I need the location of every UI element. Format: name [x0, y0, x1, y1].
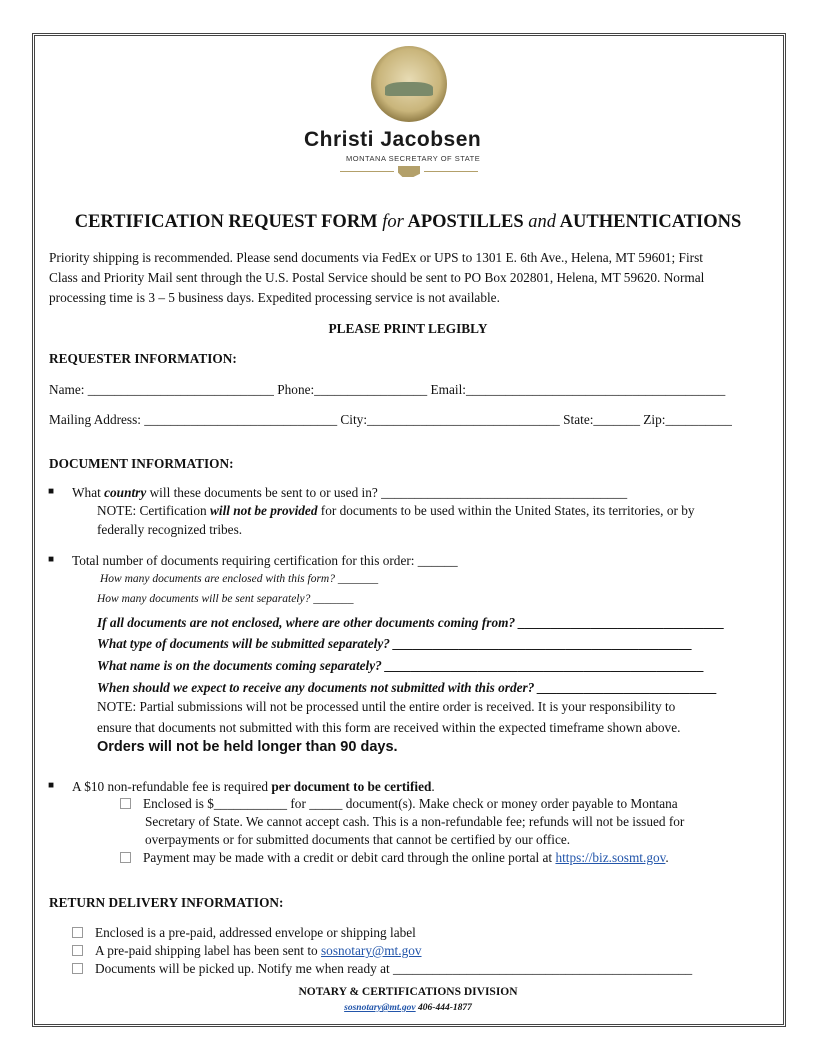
total-documents-question[interactable]: Total number of documents requiring certification for this order: ______	[72, 553, 458, 568]
checkbox-icon[interactable]	[120, 798, 131, 809]
requester-heading: REQUESTER INFORMATION:	[49, 351, 237, 366]
return-heading: RETURN DELIVERY INFORMATION:	[49, 895, 284, 910]
fee-option-online[interactable]: Payment may be made with a credit or debit card through the online portal at https://biz.sosmt.gov.	[120, 848, 669, 867]
email-link[interactable]: sosnotary@mt.gov	[321, 943, 422, 958]
document-heading: DOCUMENT INFORMATION:	[49, 456, 234, 471]
checkbox-icon[interactable]	[72, 963, 83, 974]
return-option-label-sent[interactable]: A pre-paid shipping label has been sent to sosnotary@mt.gov	[72, 941, 422, 960]
fee-option-enclosed-cont2: overpayments or for submitted documents that cannot be certified by our office.	[145, 832, 571, 847]
fee-option-enclosed-cont: Secretary of State. We cannot accept cash. This is a non-refundable fee; refunds will not be issued for	[145, 814, 685, 829]
intro-line-3: processing time is 3 – 5 business days. Expedited processing service is not available.	[49, 290, 500, 305]
note-certification-cont: federally recognized tribes.	[97, 522, 243, 537]
note-partial-submissions: NOTE: Partial submissions will not be processed until the entire order is received. It is your responsibility to	[97, 699, 676, 714]
portal-link[interactable]: https://biz.sosmt.gov	[555, 850, 666, 865]
footer-contact: sosnotary@mt.gov 406-444-1877	[344, 1003, 472, 1013]
checkbox-icon[interactable]	[120, 852, 131, 863]
fee-statement: A $10 non-refundable fee is required per document to be certified.	[72, 779, 435, 794]
note-certification: NOTE: Certification will not be provided for documents to be used within the United States, its territories, or by	[97, 503, 695, 518]
return-option-pickup[interactable]: Documents will be picked up. Notify me when ready at _____________________________________________	[72, 959, 692, 978]
enclosed-count-question[interactable]: How many documents are enclosed with this form? _______	[100, 573, 379, 585]
requester-row-address[interactable]: Mailing Address: _____________________________ City:_____________________________ State:_______ Zip:__________	[49, 412, 732, 427]
bullet-icon: ■	[48, 554, 55, 565]
checkbox-icon[interactable]	[72, 927, 83, 938]
fee-option-enclosed[interactable]: Enclosed is $___________ for _____ document(s). Make check or money order payable to Montana	[120, 794, 678, 813]
intro-line-2: Class and Priority Mail sent through the U.S. Postal Service should be sent to PO Box 202801, Helena, MT 59620. Normal	[49, 270, 705, 285]
checkbox-icon[interactable]	[72, 945, 83, 956]
where-from-question[interactable]: If all documents are not enclosed, where are other documents coming from? _______________________________	[97, 615, 725, 630]
footer-email-link[interactable]: sosnotary@mt.gov	[344, 1003, 416, 1013]
separate-count-question[interactable]: How many documents will be sent separately? _______	[97, 593, 354, 605]
bullet-icon: ■	[48, 486, 55, 497]
orders-held-notice: Orders will not be held longer than 90 days.	[97, 739, 398, 755]
page-title: CERTIFICATION REQUEST FORM for APOSTILLES and AUTHENTICATIONS	[74, 212, 742, 232]
footer-division: NOTARY & CERTIFICATIONS DIVISION	[298, 986, 518, 998]
state-seal-logo	[371, 46, 447, 122]
return-option-envelope[interactable]: Enclosed is a pre-paid, addressed envelope or shipping label	[72, 923, 416, 942]
document-type-question[interactable]: What type of documents will be submitted separately? _____________________________________________	[97, 636, 693, 651]
country-question[interactable]: What country will these documents be sent to or used in? _____________________________________	[72, 485, 628, 500]
print-legibly-heading: PLEASE PRINT LEGIBLY	[328, 321, 488, 336]
bullet-icon: ■	[48, 780, 55, 791]
logo-name: Christi Jacobsen	[304, 128, 482, 151]
expected-date-question[interactable]: When should we expect to receive any documents not submitted with this order? ___________________________	[97, 680, 718, 695]
intro-line-1: Priority shipping is recommended. Please send documents via FedEx or UPS to 1301 E. 6th Ave., Helena, MT 59601; First	[49, 250, 703, 265]
document-name-question[interactable]: What name is on the documents coming separately? ________________________________________________	[97, 658, 705, 673]
logo-divider-left	[340, 171, 394, 172]
note-partial-submissions-cont: ensure that documents not submitted with this form are received within the expected timeframe shown above.	[97, 720, 681, 735]
requester-row-name-phone-email[interactable]: Name: ____________________________ Phone:_________________ Email:_______________________________________	[49, 382, 726, 397]
logo-subtitle: MONTANA SECRETARY OF STATE	[346, 154, 481, 163]
logo-divider-right	[424, 171, 478, 172]
